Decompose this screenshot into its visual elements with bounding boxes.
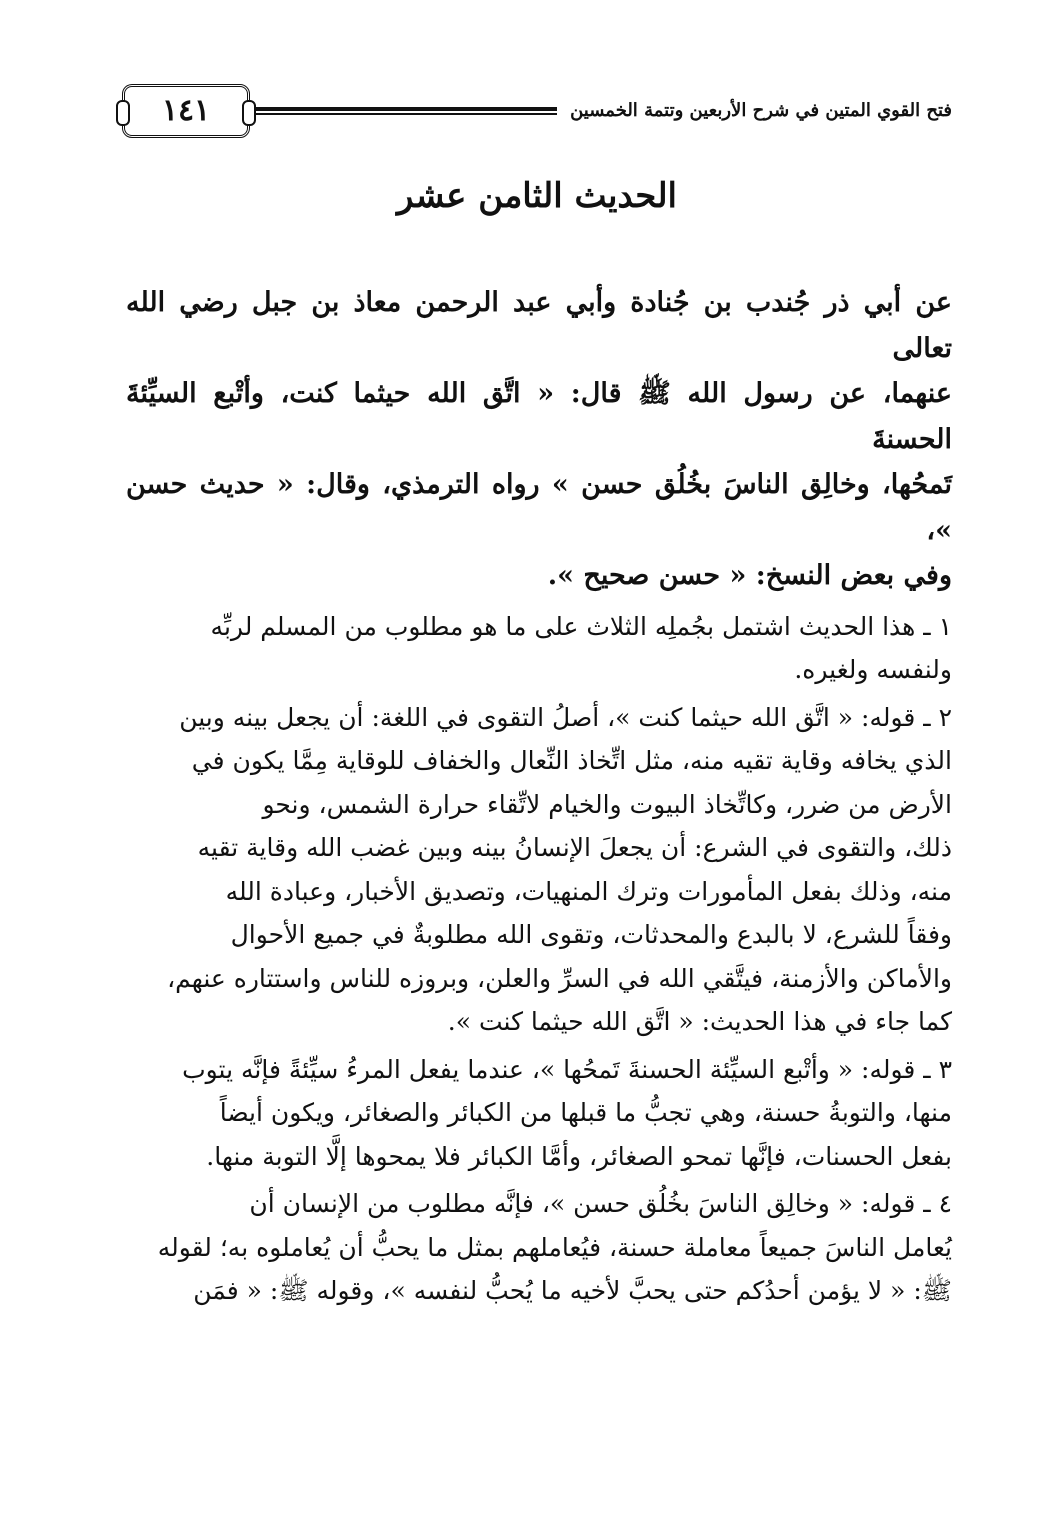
text-line: يُعامل الناسَ جميعاً معاملة حسنة، فيُعاملهم بمثل ما يحبُّ أن يُعاملوه به؛ لقوله <box>157 1232 952 1262</box>
header-rule <box>250 107 557 115</box>
chapter-title: الحديث الثامن عشر <box>396 176 678 216</box>
text-line: والأماكن والأزمنة، فيتَّقي الله في السرِّ والعلن، وبروزه للناس واستتاره عنهم، <box>167 963 952 993</box>
commentary-point-2 <box>126 696 952 1044</box>
page-number-frame <box>122 84 250 138</box>
page-body <box>126 280 952 1313</box>
text-line: ولنفسه ولغيره. <box>794 655 952 684</box>
text-line: ٣ ـ قوله: « وأتْبع السيِّئة الحسنةَ تَمحُها »، عندما يفعل المرءُ سيِّئةً فإنَّه يتوب <box>182 1054 952 1084</box>
running-title: فتح القوي المتين في شرح الأربعين وتتمة الخمسين <box>570 100 952 121</box>
text-line: عن أبي ذر جُندب بن جُنادة وأبي عبد الرحمن معاذ بن جبل رضي الله تعالى <box>126 287 952 364</box>
text-line: بفعل الحسنات، فإنَّها تمحو الصغائر، وأمَّا الكبائر فلا يمحوها إلَّا التوبة منها. <box>206 1141 952 1171</box>
text-line: منه، وذلك بفعل المأمورات وترك المنهيات، وتصديق الأخبار، وعبادة الله <box>225 876 952 906</box>
text-line: منها، والتوبةُ حسنة، وهي تجبُّ ما قبلها من الكبائر والصغائر، ويكون أيضاً <box>219 1098 952 1127</box>
text-line: كما جاء في هذا الحديث: « اتَّق الله حيثما كنت ». <box>447 1007 952 1036</box>
hadith-text <box>126 280 952 599</box>
text-line: تَمحُها، وخالِق الناسَ بخُلُق حسن » رواه الترمذي، وقال: « حديث حسن »، <box>126 469 952 546</box>
page-header <box>122 82 952 142</box>
text-line: وفي بعض النسخ: « حسن صحيح ». <box>547 560 952 591</box>
text-line: وفقاً للشرع، لا بالبدع والمحدثات، وتقوى الله مطلوبةٌ في جميع الأحوال <box>230 920 952 949</box>
commentary-point-3 <box>126 1048 952 1179</box>
text-line: ٤ ـ قوله: « وخالِق الناسَ بخُلُق حسن »، فإنَّه مطلوب من الإنسان أن <box>249 1189 952 1218</box>
text-line: ﷺ: « لا يؤمن أحدُكم حتى يحبَّ لأخيه ما يُحبُّ لنفسه »، وقوله ﷺ: « فمَن <box>193 1276 952 1305</box>
commentary-point-1 <box>126 605 952 692</box>
text-line: عنهما، عن رسول الله ﷺ قال: « اتَّق الله حيثما كنت، وأتْبع السيِّئةَ الحسنةَ <box>126 378 952 455</box>
text-line: ١ ـ هذا الحديث اشتمل بجُملِه الثلاث على ما هو مطلوب من المسلم لربِّه <box>210 611 952 641</box>
page-number: ١٤١ <box>161 93 211 128</box>
text-line: الذي يخافه وقاية تقيه منه، مثل اتِّخاذ النِّعال والخفاف للوقاية مِمَّا يكون في <box>191 746 952 775</box>
text-line: الأرض من ضرر، وكاتِّخاذ البيوت والخيام لاتِّقاء حرارة الشمس، ونحو <box>262 789 952 819</box>
commentary-point-4 <box>126 1182 952 1313</box>
text-line: ذلك، والتقوى في الشرع: أن يجعلَ الإنسانُ بينه وبين غضب الله وقاية تقيه <box>197 833 952 862</box>
text-line: ٢ ـ قوله: « اتَّق الله حيثما كنت »، أصلُ التقوى في اللغة: أن يجعل بينه وبين <box>179 702 952 732</box>
